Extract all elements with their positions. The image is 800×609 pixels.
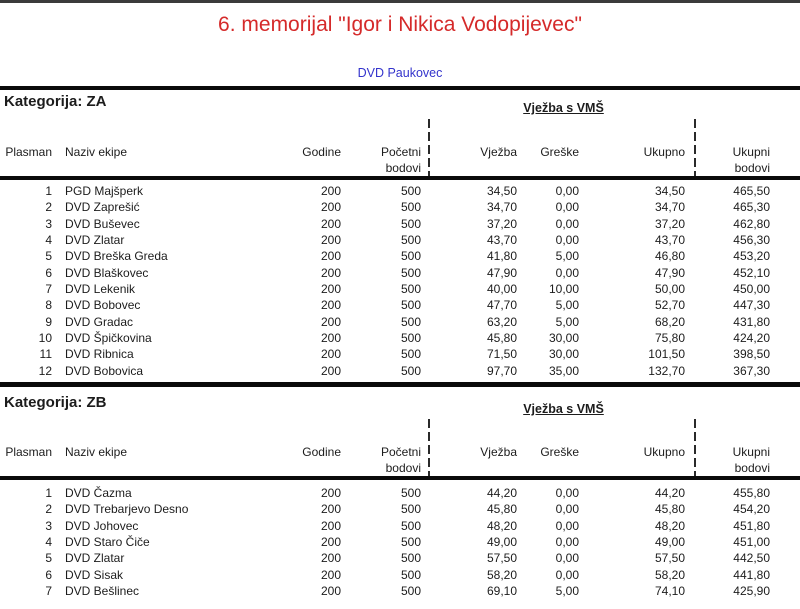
col-ukupni-line2: bodovi [734, 161, 770, 175]
cell-greske: 0,00 [555, 184, 579, 198]
col-plasman: Plasman [5, 145, 52, 159]
cell-naziv-ekipe: DVD Buševec [65, 216, 140, 231]
cell-plasman: 4 [45, 232, 52, 247]
cell-godine: 200 [320, 583, 341, 598]
cell-godine: 200 [320, 534, 341, 549]
cell-pocetni-bodovi: 500 [400, 347, 421, 362]
cell-naziv-ekipe: DVD Špičkovina [65, 330, 152, 345]
col-ukupni-line1: Ukupni [732, 444, 770, 459]
cell-pocetni-bodovi: 500 [400, 314, 421, 329]
cell-godine: 200 [320, 281, 341, 296]
cell-pocetni-bodovi: 500 [400, 249, 421, 264]
cell-naziv-ekipe: DVD Bobovica [65, 363, 144, 378]
col-naziv-ekipe: Naziv ekipe [65, 444, 128, 459]
cell-plasman: 1 [45, 184, 52, 198]
cell-godine: 200 [320, 567, 341, 582]
cell-ukupno: 57,50 [654, 551, 685, 566]
cell-vjezba: 44,20 [486, 485, 517, 500]
cell-ukupno: 43,70 [654, 232, 685, 247]
cell-godine: 200 [320, 249, 341, 264]
cell-vjezba: 37,20 [486, 216, 517, 231]
cell-greske: 0,00 [555, 216, 579, 231]
cell-plasman: 8 [45, 298, 52, 313]
col-plasman: Plasman [5, 444, 52, 459]
cell-plasman: 10 [38, 330, 52, 345]
cell-ukupno: 49,00 [654, 534, 685, 549]
cell-ukupni-bodovi: 455,80 [733, 485, 770, 500]
cell-godine: 200 [320, 502, 341, 517]
cell-vjezba: 40,00 [486, 281, 517, 296]
cell-ukupno: 132,70 [648, 363, 685, 378]
cell-greske: 0,00 [555, 551, 579, 566]
cell-plasman: 7 [45, 281, 52, 296]
cell-ukupni-bodovi: 462,80 [733, 216, 770, 231]
cell-naziv-ekipe: DVD Johovec [65, 518, 139, 533]
cell-ukupno: 75,80 [654, 330, 685, 345]
cell-ukupno: 34,50 [654, 184, 685, 198]
cell-plasman: 1 [45, 485, 52, 500]
col-ukupni-line2: bodovi [734, 460, 770, 475]
cell-ukupno: 46,80 [654, 249, 685, 264]
cell-ukupno: 47,90 [654, 265, 685, 280]
table-row [0, 485, 770, 501]
cell-vjezba: 97,70 [486, 363, 517, 378]
cell-ukupno: 52,70 [654, 298, 685, 313]
cell-pocetni-bodovi: 500 [400, 216, 421, 231]
cell-greske: 35,00 [548, 363, 579, 378]
section-head-za [0, 90, 800, 176]
cell-ukupni-bodovi: 465,50 [733, 184, 770, 198]
table-row [0, 183, 770, 199]
col-ukupni-bodovi [685, 144, 770, 176]
cell-vjezba: 34,70 [486, 200, 517, 215]
cell-pocetni-bodovi: 500 [400, 502, 421, 517]
col-ukupno: Ukupno [643, 145, 685, 159]
cell-plasman: 2 [45, 200, 52, 215]
cell-godine: 200 [320, 232, 341, 247]
cell-greske: 0,00 [555, 265, 579, 280]
table-row [0, 330, 770, 346]
cell-plasman: 7 [45, 583, 52, 598]
cell-ukupno: 45,80 [654, 502, 685, 517]
cell-plasman: 9 [45, 314, 52, 329]
table-row [0, 501, 770, 517]
cell-pocetni-bodovi: 500 [400, 184, 421, 198]
cell-naziv-ekipe: DVD Lekenik [65, 281, 136, 296]
table-row [0, 550, 770, 566]
cell-naziv-ekipe: DVD Sisak [65, 567, 124, 582]
group-header-vmš: Vježba s VMŠ [523, 401, 604, 416]
col-pocetni-bodovi [341, 444, 421, 476]
cell-vjezba: 45,80 [486, 330, 517, 345]
cell-pocetni-bodovi: 500 [400, 551, 421, 566]
cell-godine: 200 [320, 216, 341, 231]
cell-plasman: 4 [45, 534, 52, 549]
cell-ukupno: 48,20 [654, 518, 685, 533]
cell-ukupni-bodovi: 367,30 [733, 363, 770, 378]
col-pocetni-line2: bodovi [385, 460, 421, 475]
cell-naziv-ekipe: DVD Bobovec [65, 298, 141, 313]
table-row [0, 297, 770, 313]
cell-pocetni-bodovi: 500 [400, 567, 421, 582]
cell-plasman: 5 [45, 249, 52, 264]
col-godine: Godine [302, 444, 341, 459]
table-row [0, 314, 770, 330]
cell-ukupno: 74,10 [654, 583, 685, 598]
cell-ukupni-bodovi: 453,20 [733, 249, 770, 264]
category-label-zb: Kategorija: ZB [4, 393, 107, 411]
cell-ukupni-bodovi: 465,30 [733, 200, 770, 215]
cell-vjezba: 58,20 [486, 567, 517, 582]
cell-ukupno: 58,20 [654, 567, 685, 582]
cell-plasman: 3 [45, 216, 52, 231]
cell-greske: 5,00 [555, 249, 579, 264]
table-row [0, 518, 770, 534]
cell-greske: 30,00 [548, 347, 579, 362]
table-row [0, 346, 770, 362]
cell-godine: 200 [320, 363, 341, 378]
cell-ukupno: 101,50 [648, 347, 685, 362]
club-link-line [0, 66, 800, 80]
col-vjezba: Vježba [480, 145, 517, 159]
section-head-zb [0, 387, 800, 476]
club-link[interactable]: DVD Paukovec [357, 66, 443, 80]
col-ukupni-line1: Ukupni [732, 145, 770, 159]
cell-plasman: 5 [45, 551, 52, 566]
cell-ukupni-bodovi: 425,90 [733, 583, 770, 598]
cell-godine: 200 [320, 184, 341, 198]
cell-godine: 200 [320, 314, 341, 329]
cell-naziv-ekipe: DVD Staro Čiče [65, 534, 150, 549]
cell-plasman: 12 [38, 363, 52, 378]
cell-ukupni-bodovi: 452,10 [733, 265, 770, 280]
table-body-zb [0, 480, 800, 599]
cell-ukupni-bodovi: 451,80 [733, 518, 770, 533]
cell-godine: 200 [320, 485, 341, 500]
cell-naziv-ekipe: DVD Trebarjevo Desno [65, 502, 189, 517]
cell-ukupni-bodovi: 442,50 [733, 551, 770, 566]
page-title: 6. memorijal "Igor i Nikica Vodopijevec" [218, 13, 582, 36]
cell-naziv-ekipe: DVD Zlatar [65, 551, 125, 566]
cell-greske: 10,00 [548, 281, 579, 296]
cell-vjezba: 47,70 [486, 298, 517, 313]
cell-vjezba: 69,10 [486, 583, 517, 598]
cell-godine: 200 [320, 265, 341, 280]
cell-ukupni-bodovi: 454,20 [733, 502, 770, 517]
table-row [0, 583, 770, 599]
cell-vjezba: 49,00 [486, 534, 517, 549]
cell-plasman: 6 [45, 567, 52, 582]
col-pocetni-bodovi [341, 144, 421, 176]
col-greske: Greške [540, 444, 579, 459]
cell-pocetni-bodovi: 500 [400, 200, 421, 215]
column-header-row [0, 144, 770, 176]
cell-naziv-ekipe: DVD Breška Greda [65, 249, 168, 264]
cell-godine: 200 [320, 551, 341, 566]
cell-pocetni-bodovi: 500 [400, 281, 421, 296]
table-row [0, 363, 770, 379]
cell-godine: 200 [320, 200, 341, 215]
cell-naziv-ekipe: DVD Ribnica [65, 347, 134, 362]
cell-vjezba: 41,80 [486, 249, 517, 264]
cell-greske: 0,00 [555, 534, 579, 549]
cell-ukupni-bodovi: 431,80 [733, 314, 770, 329]
cell-vjezba: 71,50 [486, 347, 517, 362]
cell-ukupni-bodovi: 424,20 [733, 330, 770, 345]
col-ukupno: Ukupno [643, 444, 685, 459]
cell-vjezba: 34,50 [486, 184, 517, 198]
cell-greske: 0,00 [555, 200, 579, 215]
cell-pocetni-bodovi: 500 [400, 330, 421, 345]
table-body-za [0, 180, 800, 379]
col-pocetni-line1: Početni [380, 145, 421, 159]
table-row [0, 199, 770, 215]
cell-naziv-ekipe: DVD Čazma [65, 485, 132, 500]
cell-pocetni-bodovi: 500 [400, 298, 421, 313]
cell-godine: 200 [320, 347, 341, 362]
category-label-za: Kategorija: ZA [4, 93, 107, 110]
table-row [0, 232, 770, 248]
cell-ukupno: 68,20 [654, 314, 685, 329]
cell-vjezba: 47,90 [486, 265, 517, 280]
cell-naziv-ekipe: DVD Zaprešić [65, 200, 140, 215]
cell-godine: 200 [320, 518, 341, 533]
cell-pocetni-bodovi: 500 [400, 534, 421, 549]
cell-godine: 200 [320, 330, 341, 345]
table-row [0, 265, 770, 281]
col-pocetni-line1: Početni [380, 444, 421, 459]
cell-ukupni-bodovi: 447,30 [733, 298, 770, 313]
col-naziv-ekipe: Naziv ekipe [65, 145, 128, 159]
cell-pocetni-bodovi: 500 [400, 518, 421, 533]
cell-greske: 0,00 [555, 518, 579, 533]
cell-plasman: 3 [45, 518, 52, 533]
cell-ukupni-bodovi: 441,80 [733, 567, 770, 582]
cell-greske: 30,00 [548, 330, 579, 345]
cell-ukupno: 34,70 [654, 200, 685, 215]
cell-vjezba: 43,70 [486, 232, 517, 247]
table-row [0, 248, 770, 264]
cell-naziv-ekipe: DVD Gradac [65, 314, 134, 329]
cell-greske: 5,00 [555, 314, 579, 329]
cell-naziv-ekipe: DVD Zlatar [65, 232, 125, 247]
cell-greske: 0,00 [555, 232, 579, 247]
table-row [0, 567, 770, 583]
cell-greske: 5,00 [555, 583, 579, 598]
col-godine: Godine [302, 145, 341, 159]
cell-pocetni-bodovi: 500 [400, 485, 421, 500]
cell-pocetni-bodovi: 500 [400, 232, 421, 247]
cell-naziv-ekipe: DVD Bešlinec [65, 583, 140, 598]
group-header-vmš: Vježba s VMŠ [523, 101, 604, 115]
cell-pocetni-bodovi: 500 [400, 583, 421, 598]
cell-vjezba: 63,20 [486, 314, 517, 329]
col-pocetni-line2: bodovi [385, 161, 421, 175]
cell-greske: 0,00 [555, 485, 579, 500]
cell-greske: 0,00 [555, 567, 579, 582]
cell-ukupni-bodovi: 451,00 [733, 534, 770, 549]
cell-vjezba: 57,50 [486, 551, 517, 566]
cell-vjezba: 48,20 [486, 518, 517, 533]
cell-ukupno: 44,20 [654, 485, 685, 500]
col-ukupni-bodovi [685, 444, 770, 476]
cell-ukupni-bodovi: 456,30 [733, 232, 770, 247]
cell-greske: 0,00 [555, 502, 579, 517]
table-row [0, 216, 770, 232]
cell-naziv-ekipe: DVD Blaškovec [65, 265, 149, 280]
cell-ukupno: 37,20 [654, 216, 685, 231]
cell-pocetni-bodovi: 500 [400, 363, 421, 378]
cell-pocetni-bodovi: 500 [400, 265, 421, 280]
column-header-row [0, 444, 770, 476]
cell-greske: 5,00 [555, 298, 579, 313]
cell-ukupni-bodovi: 450,00 [733, 281, 770, 296]
table-row [0, 534, 770, 550]
cell-ukupni-bodovi: 398,50 [733, 347, 770, 362]
col-greske: Greške [540, 145, 579, 159]
cell-plasman: 11 [39, 347, 52, 362]
cell-naziv-ekipe: PGD Majšperk [65, 184, 144, 198]
cell-ukupno: 50,00 [654, 281, 685, 296]
cell-godine: 200 [320, 298, 341, 313]
col-vjezba: Vježba [480, 444, 517, 459]
cell-plasman: 2 [45, 502, 52, 517]
cell-plasman: 6 [45, 265, 52, 280]
table-row [0, 281, 770, 297]
cell-vjezba: 45,80 [486, 502, 517, 517]
